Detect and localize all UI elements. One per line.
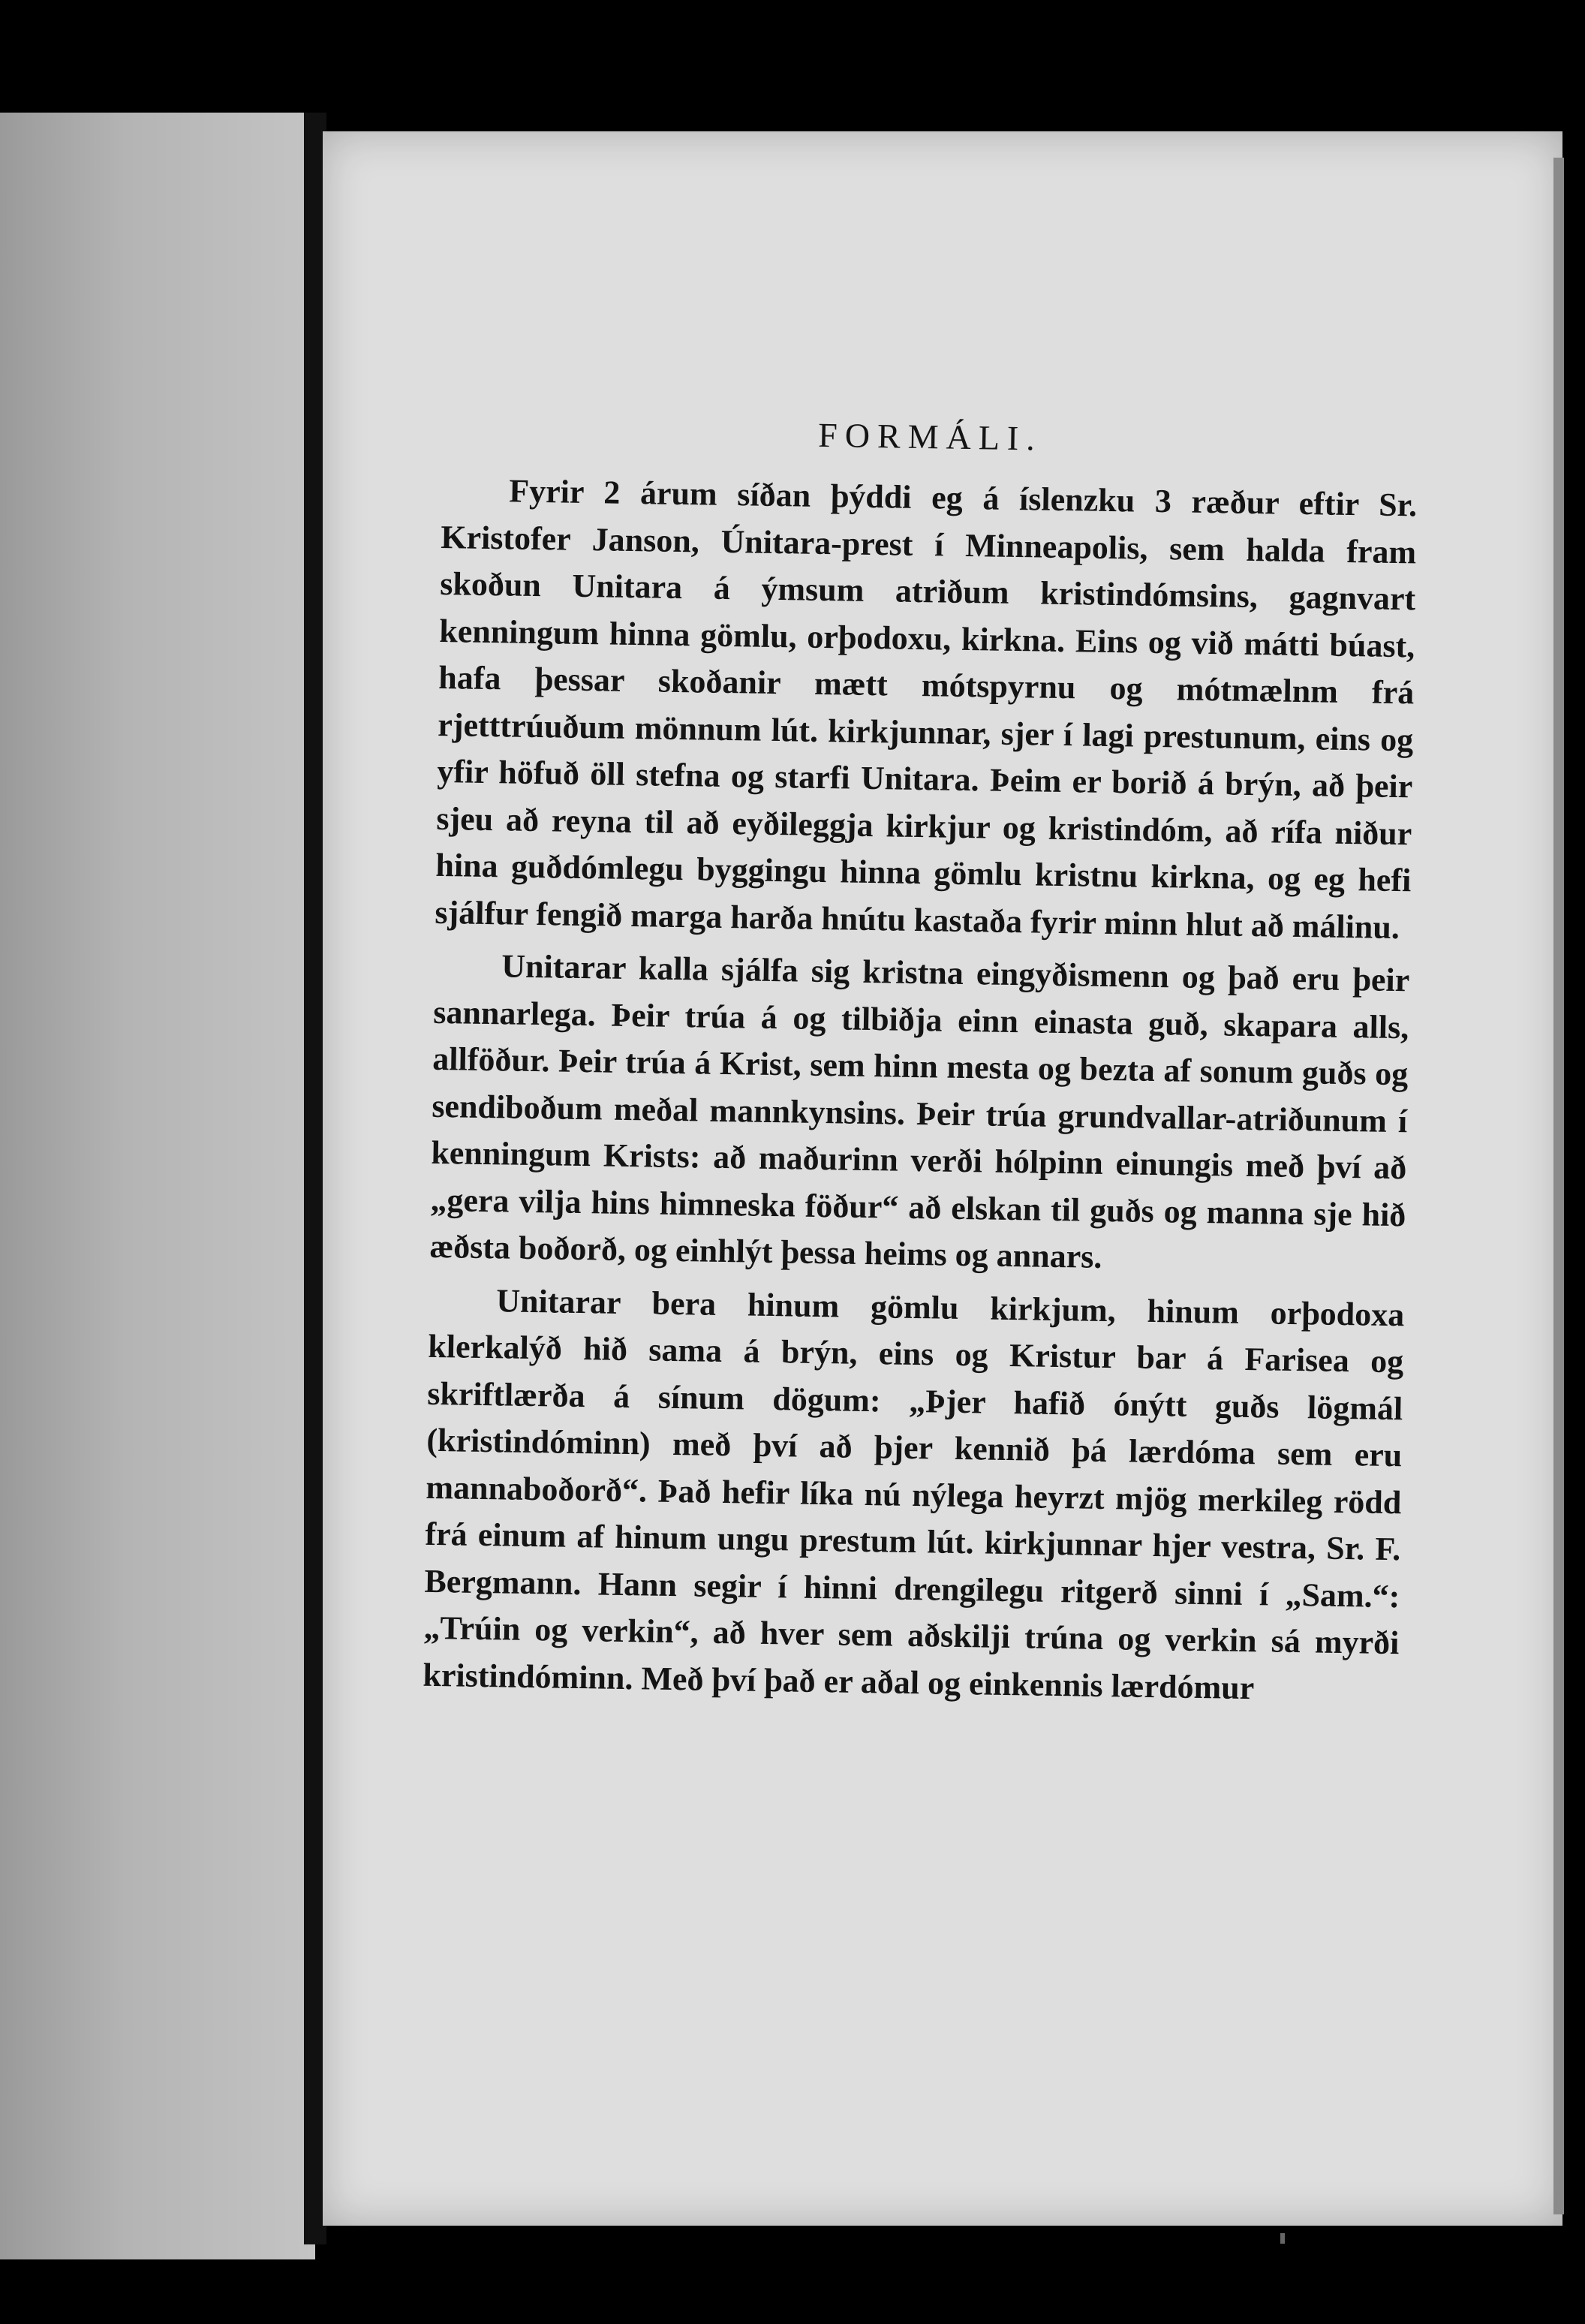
paragraph-2: Unitarar kalla sjálfa sig kristna eingyðismenn og það eru þeir sannarlega. Þeir trúa á og tilbiðja einn einasta guð, skapara alls, allföður. Þeir trúa á Krist, sem hinn mesta og bezta af sonum guðs og sendiboðum meðal mannkynsins. Þeir trúa grundvallar-atriðunum í kenningum Krists: að maðurinn verði hólpinn einungis með því að „gera vilja hins himneska föður“ að elskan til guðs og manna sje hið æðsta boðorð, og einhlýt þessa heims og annars. — [429, 947, 1410, 1275]
paragraph-3: Unitarar bera hinum gömlu kirkjum, hinum orþodoxa klerkalýð hið sama á brýn, eins og Kristur bar á Farisea og skriftlærða á sínum dögum: „Þjer hafið ónýtt guðs lögmál (kristindóminn) með því að þjer kennið þá lærdóma sem eru mannaboðorð“. Það hefir líka nú nýlega heyrzt mjög merkileg rödd frá einum af hinum ungu prestum lút. kirkjunnar hjer vestra, Sr. F. Bergmann. Hann segir í hinni drengilegu ritgerð sinni í „Sam.“: „Trúin og verkin“, að hver sem aðskilji trúna og verkin sá myrði kristindóminn. Með því það er aðal og einkennis lærdómur — [423, 1281, 1405, 1706]
page-edge — [1553, 158, 1564, 2214]
page-text — [423, 409, 1418, 1714]
right-page — [323, 131, 1562, 2226]
left-page — [0, 113, 315, 2259]
page-title: FORMÁLI. — [817, 415, 1043, 458]
paragraph-1: Fyrir 2 árum síðan þýddi eg á íslenzku 3 ræður eftir Sr. Kristofer Janson, Únitara-prest í Minneapolis, sem halda fram skoðun Unitara á ýmsum atriðum kristindómsins, gagnvart kenningum hinna gömlu, orþodoxu, kirkna. Eins og við mátti búast, hafa þessar skoðanir mætt mótspyrnu og mótmælnm frá rjetttrúuðum mönnum lút. kirkjunnar, sjer í lagi prestunum, eins og yfir höfuð öll stefna og starfi Unitara. Þeim er borið á brýn, að þeir sjeu að reyna til að eyðileggja kirkjur og kristindóm, að rífa niður hina guðdómlegu byggingu hinna gömlu kristnu kirkna, og eg hefi sjálfur fengið marga harða hnútu kastaða fyrir minn hlut að málinu. — [435, 472, 1418, 946]
ink-speck — [1280, 2233, 1285, 2244]
